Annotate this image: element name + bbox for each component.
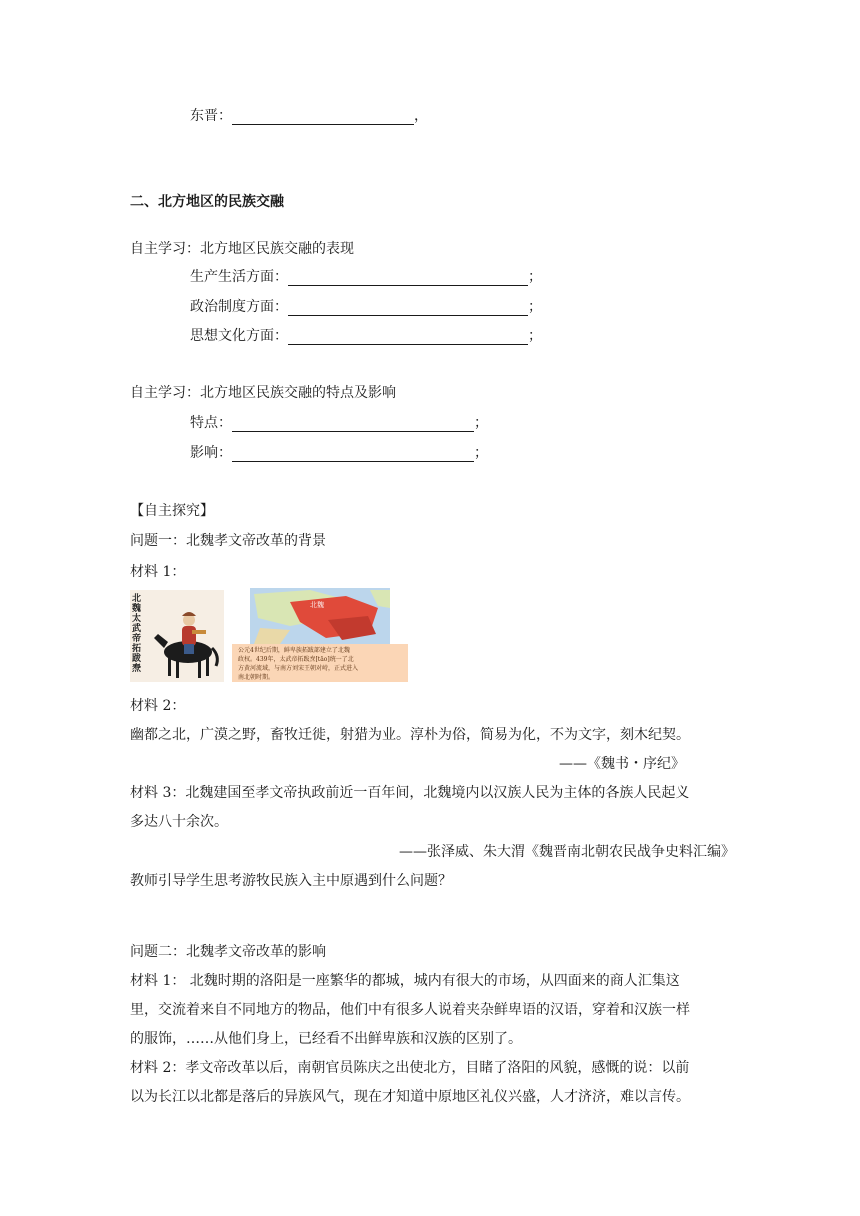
dongjin-blank[interactable] — [232, 109, 414, 125]
q1-material2-label: 材料 2： — [130, 698, 186, 714]
q1-material1-label: 材料 1： — [130, 564, 186, 580]
q2-material2-line2: 以为长江以北都是落后的异族风气，现在才知道中原地区礼仪兴盛，人才济济，难以言传。 — [130, 1089, 690, 1105]
study1-item-politics: 政治制度方面： ； — [190, 299, 542, 315]
emperor-caption: 北魏太武帝拓跋焘 — [132, 594, 142, 674]
q2-material2-line1: 材料 2：孝文帝改革以后，南朝官员陈庆之出使北方，目睹了洛阳的风貌，感慨的说：以前 — [130, 1060, 690, 1076]
horse-rider-icon — [130, 590, 224, 682]
section2-heading: 二、北方地区的民族交融 — [130, 194, 284, 210]
beiwei-map-image — [232, 588, 408, 682]
study2-item-influence: 影响： ； — [190, 445, 488, 461]
study1-item-production: 生产生活方面： ； — [190, 269, 542, 285]
emperor-painting-image — [130, 590, 224, 682]
production-blank[interactable] — [288, 270, 528, 286]
q1-material3-source: ——张泽威、朱大渭《魏晋南北朝农民战争史料汇编》 — [399, 844, 735, 860]
q1-material2-text: 幽都之北，广漠之野，畜牧迁徙，射猎为业。淳朴为俗，简易为化，不为文字，刻木纪契。 — [130, 727, 690, 743]
dongjin-line: 东晋： ， — [190, 108, 428, 124]
study2-title: 自主学习：北方地区民族交融的特点及影响 — [130, 385, 396, 401]
q1-material3-line1: 材料 3：北魏建国至孝文帝执政前近一百年间，北魏境内以汉族人民为主体的各族人民起义 — [130, 785, 690, 801]
politics-blank[interactable] — [288, 300, 528, 316]
map-text-box: 公元4世纪后期，鲜卑族拓跋部建立了北魏 政权。439年，太武帝拓跋焘[tāo]统一了北 方黄河流域，与南方刘宋王朝对峙，正式进入 南北朝时期。 — [232, 644, 408, 682]
q1-teacher-question: 教师引导学生思考游牧民族入主中原遇到什么问题？ — [130, 873, 452, 889]
features-blank[interactable] — [232, 416, 474, 432]
study1-item-culture: 思想文化方面： ； — [190, 328, 542, 344]
study2-item-features: 特点： ； — [190, 415, 488, 431]
q1-material2-source: ——《魏书・序纪》 — [559, 756, 685, 772]
dongjin-label: 东晋： — [190, 108, 232, 124]
map-graphic — [250, 588, 408, 646]
influence-blank[interactable] — [232, 446, 474, 462]
q1-title: 问题一：北魏孝文帝改革的背景 — [130, 533, 326, 549]
q2-material1-line1: 材料 1： 北魏时期的洛阳是一座繁华的都城，城内有很大的市场，从四面来的商人汇集这 — [130, 973, 680, 989]
q2-material1-line2: 里，交流着来自不同地方的物品，他们中有很多人说着夹杂鲜卑语的汉语，穿着和汉族一样 — [130, 1002, 690, 1018]
study1-title: 自主学习：北方地区民族交融的表现 — [130, 241, 354, 257]
culture-blank[interactable] — [288, 329, 528, 345]
q2-title: 问题二：北魏孝文帝改革的影响 — [130, 944, 326, 960]
explore-heading: 【自主探究】 — [130, 503, 214, 519]
map-label-beiwei: 北魏 — [310, 601, 324, 609]
q2-material1-line3: 的服饰，……从他们身上，已经看不出鲜卑族和汉族的区别了。 — [130, 1031, 522, 1047]
q1-material3-line2: 多达八十余次。 — [130, 814, 228, 830]
